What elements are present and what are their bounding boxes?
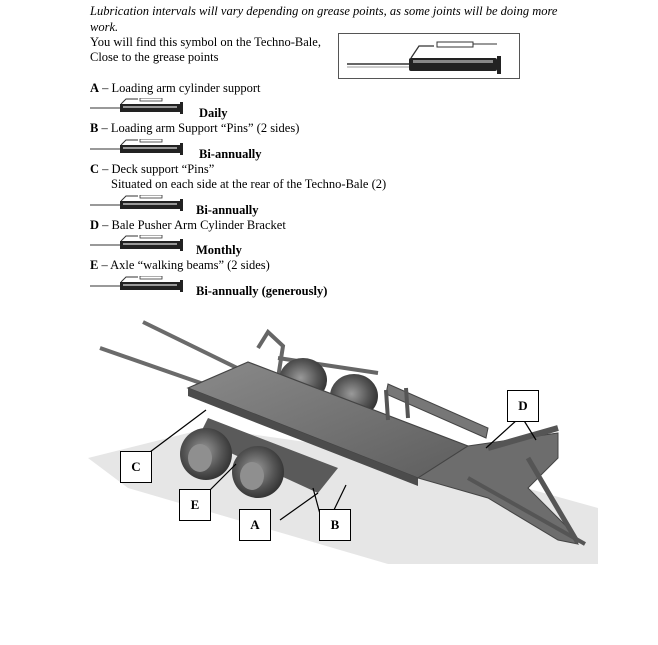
point-b-frequency: Bi-annually <box>199 147 262 161</box>
point-c-frequency: Bi-annually <box>196 203 259 217</box>
point-e-desc: Axle “walking beams” (2 sides) <box>110 258 270 272</box>
point-c-dash: – <box>102 162 109 176</box>
diagram-label-d: D <box>507 390 539 422</box>
point-c-letter: C <box>90 162 100 176</box>
intro-note: Lubrication intervals will vary depending on grease points, as some joints will be doing more work. <box>90 4 558 34</box>
point-a-frequency: Daily <box>199 106 228 120</box>
diagram-label-a: A <box>239 509 271 541</box>
point-a-dash: – <box>102 81 109 95</box>
diagram-label-c: C <box>120 451 152 483</box>
point-a-desc: Loading arm cylinder support <box>111 81 261 95</box>
point-b-heading <box>90 121 299 136</box>
point-c-desc: Deck support “Pins” <box>111 162 215 176</box>
point-b-dash: – <box>101 121 108 135</box>
point-e-heading <box>90 258 270 273</box>
grease-symbol-box <box>338 33 520 79</box>
point-e-letter: E <box>90 258 99 272</box>
symbol-note-line2: Close to the grease points <box>90 50 219 64</box>
point-a-heading <box>90 81 260 96</box>
point-a-letter: A <box>90 81 100 95</box>
grease-gun-icon <box>90 276 190 292</box>
point-c-heading <box>90 162 214 177</box>
point-b-letter: B <box>90 121 99 135</box>
point-d-dash: – <box>102 218 109 232</box>
grease-gun-icon <box>339 34 519 78</box>
grease-gun-icon <box>90 98 190 114</box>
point-d-frequency: Monthly <box>196 243 242 257</box>
diagram-label-b: B <box>319 509 351 541</box>
symbol-note-line1: You will find this symbol on the Techno-Bale, <box>90 35 321 49</box>
point-c-location: Situated on each side at the rear of the Techno-Bale (2) <box>111 177 387 191</box>
techno-bale-diagram <box>88 318 600 564</box>
grease-gun-icon <box>90 139 190 155</box>
grease-gun-icon <box>90 235 190 251</box>
point-d-heading <box>90 218 286 233</box>
grease-gun-icon <box>90 195 190 211</box>
diagram-label-e: E <box>179 489 211 521</box>
point-b-desc: Loading arm Support “Pins” (2 sides) <box>110 121 300 135</box>
point-d-desc: Bale Pusher Arm Cylinder Bracket <box>111 218 286 232</box>
point-e-dash: – <box>101 258 108 272</box>
point-e-frequency: Bi-annually (generously) <box>196 284 328 298</box>
point-d-letter: D <box>90 218 100 232</box>
